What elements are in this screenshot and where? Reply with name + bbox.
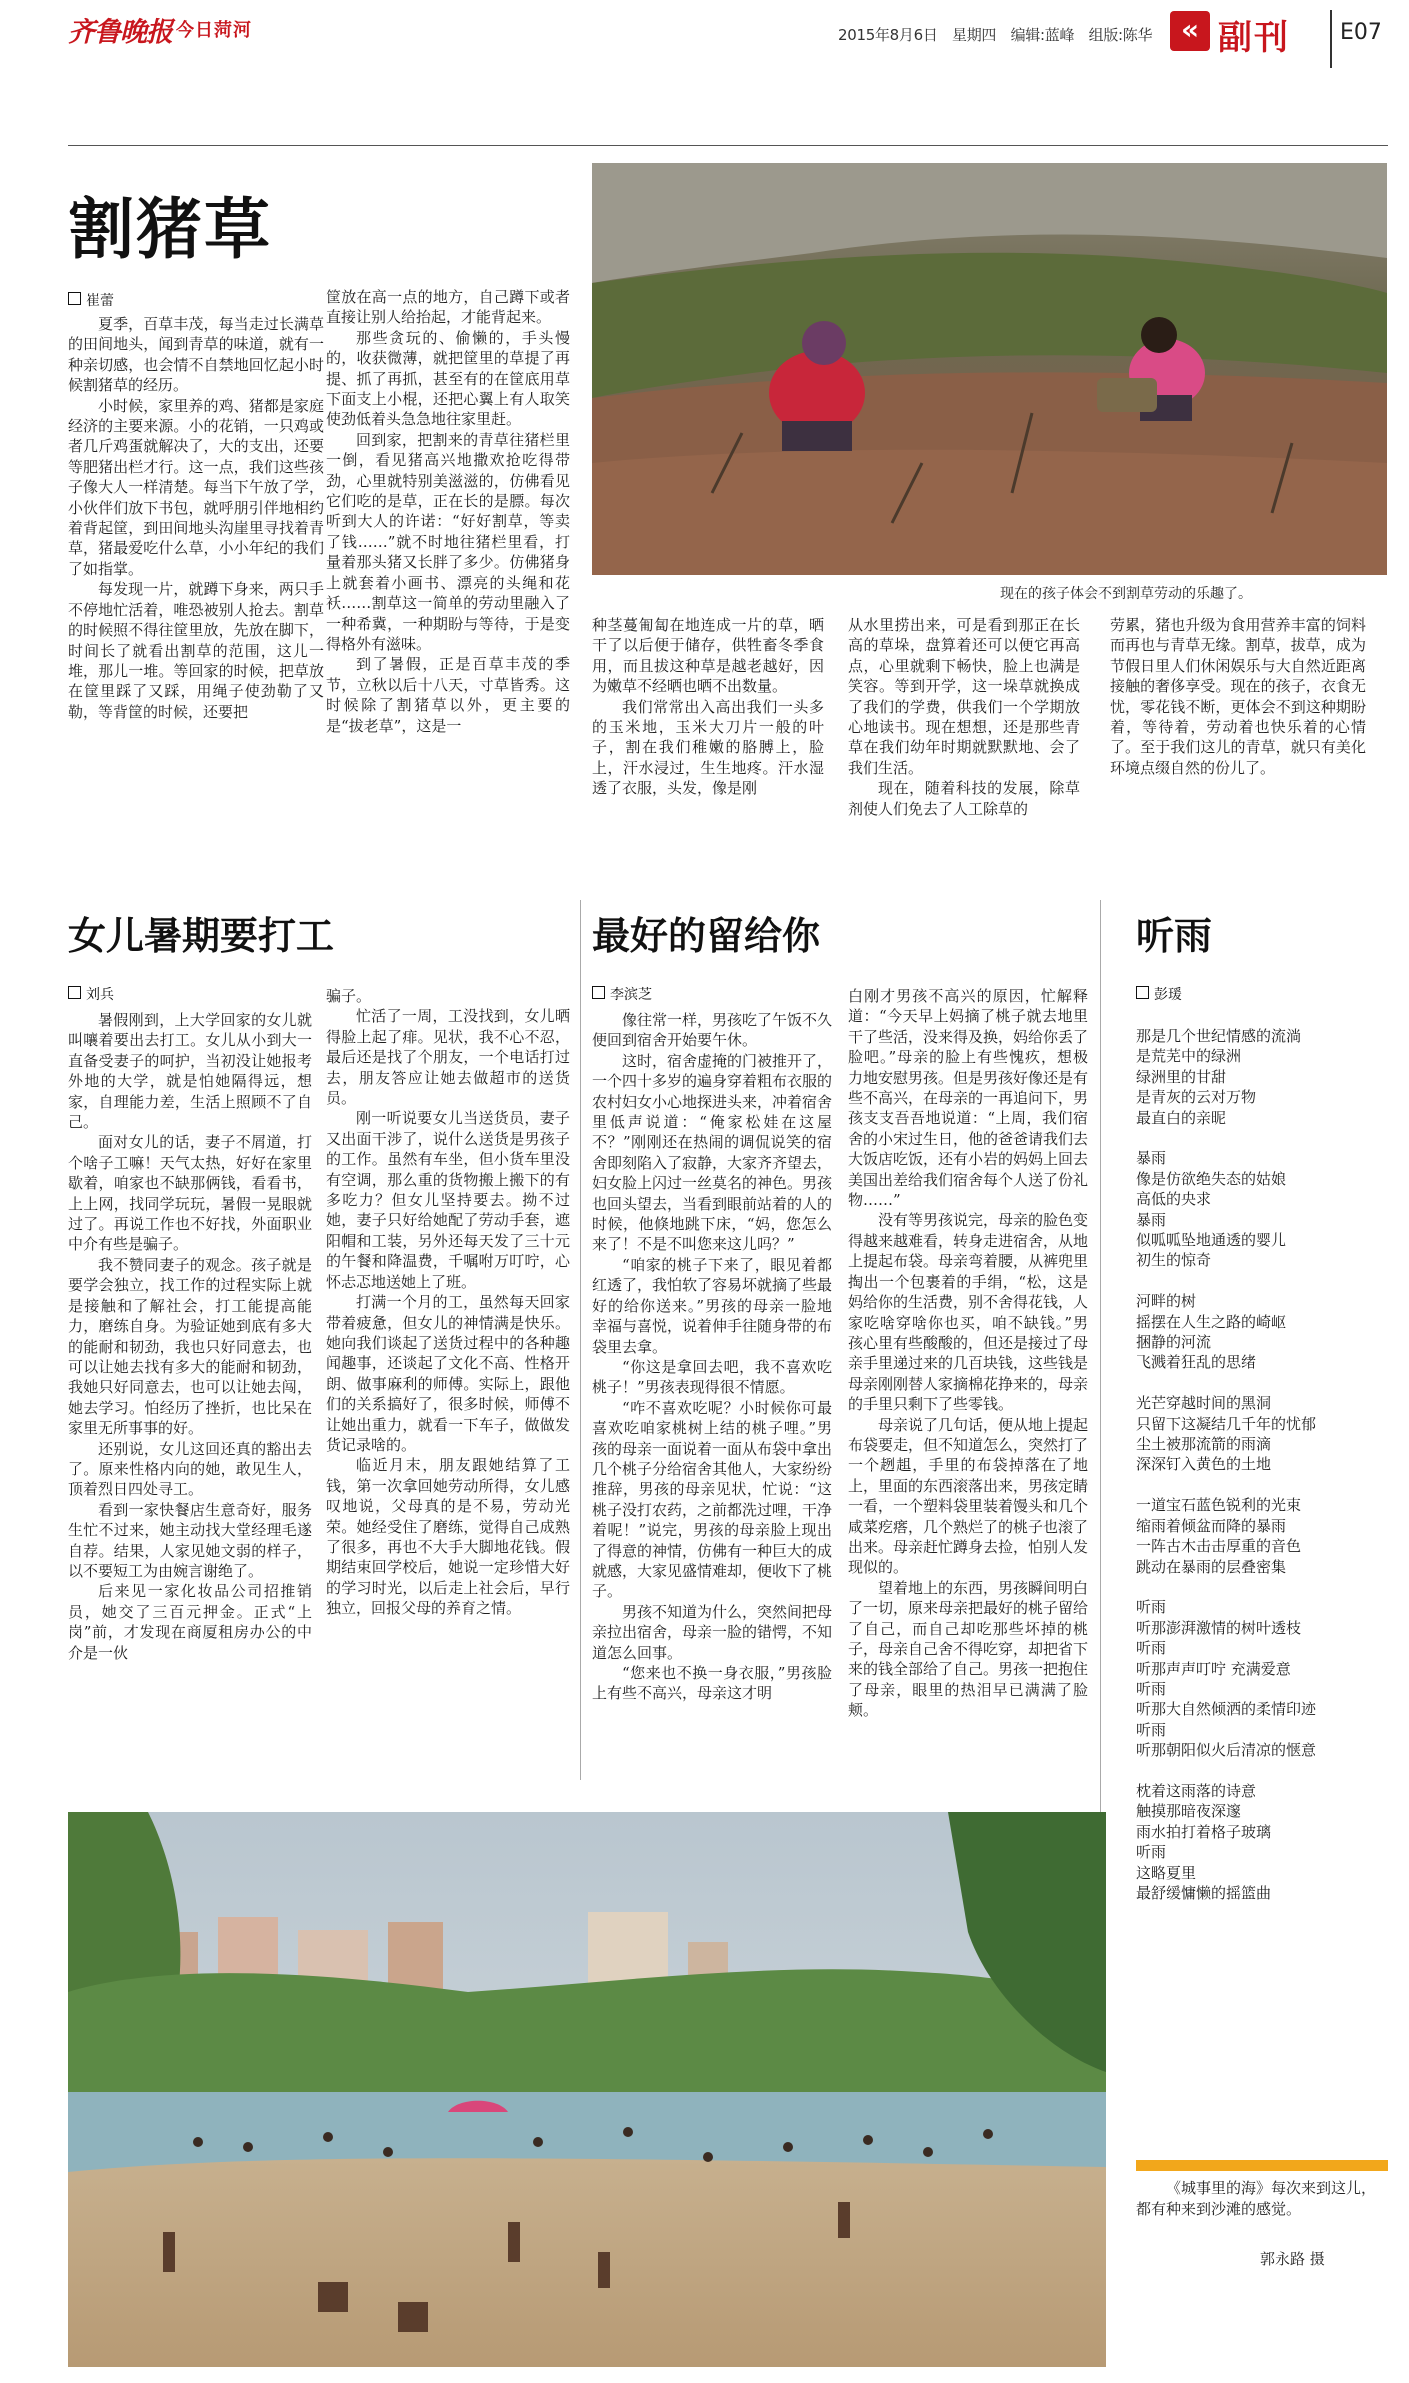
- poem-line: 暴雨: [1136, 1149, 1167, 1168]
- double-chevron-left-icon: «: [1170, 11, 1210, 51]
- paragraph: 现在，随着科技的发展，除草剂使人们免去了人工除草的: [848, 779, 1080, 818]
- paragraph: 像往常一样，男孩吃了午饭不久便回到宿舍开始要午休。: [592, 1011, 832, 1050]
- poem-line: 一阵古木击击厚重的音色: [1136, 1537, 1302, 1556]
- poem-line: 尘土被那流箭的雨滴: [1136, 1435, 1272, 1454]
- poem-line: [1136, 1577, 1386, 1597]
- layout-credit: 组版:陈华: [1088, 26, 1153, 44]
- paragraph: 回到家，把割来的青草往猪栏里一倒，看见猪高兴地撒欢抢吃得带劲，心里就特别美滋滋的，仿佛看见它们吃的是草，正在长的是膘。每次听到大人的许诺：“好好割草，等卖了钱……”就不时地往猪栏里看，打量着那头猪又长胖了多少。仿佛猪身上就套着小画书、漂亮的头绳和花袄……割草这一简单的劳动里融入了一种希冀，一种期盼与等待，于是变得格外有滋味。: [326, 430, 570, 653]
- issue-date: 2015年8月6日: [838, 26, 938, 44]
- article-title-summer-job: 女儿暑期要打工: [68, 914, 335, 958]
- poem-line: [1136, 1761, 1386, 1781]
- paragraph: 从水里捞出来，可是看到那正在长高的草垛，盘算着还可以便它再高点，心里就剩下畅快，脸上也满是笑容。等到开学，这一垛草就换成了我们的学费，供我们一个学期放心地读书。现在想想，还是那些青草在我们幼年时期就默默地、会了我们生活。: [848, 616, 1080, 777]
- article-byline: 彭瑗: [1136, 984, 1182, 1004]
- article-column: [848, 986, 1088, 1782]
- article-column: [1110, 615, 1366, 835]
- section-name: 今日菏河: [176, 20, 252, 41]
- poem-line: 缩雨着倾盆而降的暴雨: [1136, 1516, 1287, 1535]
- poem-line: 雨水拍打着格子玻璃: [1136, 1822, 1272, 1841]
- photo-caption: [1136, 2178, 1388, 2220]
- poem-line: 只留下这凝结几千年的忧郁: [1136, 1414, 1317, 1433]
- poem-line: 听雨: [1136, 1720, 1167, 1739]
- poem-line: [1136, 1903, 1386, 1923]
- article-column: [68, 1010, 312, 1782]
- poem-line: 摇摆在人生之路的崎岖: [1136, 1312, 1287, 1331]
- column-divider: [580, 900, 581, 1780]
- poem-line: 听雨: [1136, 1679, 1167, 1698]
- poem-line: 绿洲里的甘甜: [1136, 1067, 1227, 1086]
- poem-line: 枕着这雨落的诗意: [1136, 1781, 1257, 1800]
- page-header: [68, 10, 1388, 58]
- newspaper-logo: 齐鲁晚报: [68, 17, 172, 48]
- paragraph: 这时，宿舍虚掩的门被推开了，一个四十多岁的遍身穿着粗布衣服的农村妇女小心地探进头来，冲着宿舍里低声说道：“俺家松娃在这屋不？”刚刚还在热闹的调侃说笑的宿舍即刻陷入了寂静，大家齐齐望去，妇女脸上闪过一丝莫名的神色。男孩也回头望去，当看到眼前站着的人的时候，他倏地跳下床，“妈，您怎么来了！不是不叫您来这儿吗？”: [592, 1051, 832, 1254]
- paragraph: 忙活了一周，工没找到，女儿晒得脸上起了痱。见状，我不心不忍，最后还是找了个朋友，一个电话打过去，朋友答应让她去做超市的送货员。: [326, 1007, 570, 1108]
- poem-line: 最舒缓慵懒的摇篮曲: [1136, 1883, 1272, 1902]
- photo-children-cutting-grass: [592, 163, 1387, 575]
- paragraph: 没有等男孩说完，母亲的脸色变得越来越难看，转身走进宿舍，从地上提起布袋。母亲弯着腰，从裤兜里掏出一个包裹着的手绢，“松，这是妈给你的生活费，别不舍得花钱，人家吃啥穿啥你也买，咱不缺钱。”男孩心里有些酸酸的，但还是接过了母亲手里递过来的几百块钱，这些钱是母亲刚刚替人家摘棉花挣来的，母亲的手里只剩下了些零钱。: [848, 1211, 1088, 1414]
- poem-line: 是荒芜中的绿洲: [1136, 1047, 1242, 1066]
- paragraph: 还别说，女儿这回还真的豁出去了。原来性格内向的她，敢见生人，顶着烈日四处寻工。: [68, 1439, 312, 1499]
- poem-line: 听雨: [1136, 1598, 1167, 1617]
- photo-caption: 现在的孩子体会不到割草劳动的乐趣了。: [1000, 586, 1252, 602]
- paragraph: 筐放在高一点的地方，自己蹲下或者直接让别人给抬起，才能背起来。: [326, 288, 570, 327]
- poem-body: [1136, 1026, 1386, 1924]
- section-badge-label: 副刊: [1218, 18, 1290, 58]
- photo-city-beach: [68, 1812, 1106, 2367]
- poem-line: 跳动在暴雨的层叠密集: [1136, 1557, 1287, 1576]
- poem-line: 高低的央求: [1136, 1190, 1212, 1209]
- article-title-best-for-you: 最好的留给你: [592, 914, 821, 958]
- poem-line: [1136, 1475, 1386, 1495]
- paragraph: 看到一家快餐店生意奇好，服务生忙不过来，她主动找大堂经理毛遂自荐。结果，人家见她文弱的样子，以不要短工为由婉言谢绝了。: [68, 1500, 312, 1580]
- paragraph: “咱家的桃子下来了，眼见着都红透了，我怕软了容易坏就摘了些最好的给你送来。”男孩的母亲一脸地幸福与喜悦，说着伸手往随身带的布袋里去拿。: [592, 1255, 832, 1356]
- paragraph: 我们常常出入高出我们一头多的玉米地，玉米大刀片一般的叶子，割在我们稚嫩的胳膊上，脸上，汗水浸过，生生地疼。汗水湿透了衣服，头发，像是刚: [592, 697, 824, 798]
- article-column: [68, 314, 324, 834]
- article-title-pig-grass: 割猪草: [68, 191, 272, 268]
- poem-line: 听那大自然倾洒的柔情印迹: [1136, 1700, 1317, 1719]
- poem-line: 是青灰的云对万物: [1136, 1088, 1257, 1107]
- poem-line: 听那澎湃激情的树叶透枝: [1136, 1618, 1302, 1637]
- poem-line: 暴雨: [1136, 1210, 1167, 1229]
- paragraph: 那些贪玩的、偷懒的，手头慢的，收获微薄，就把筐里的草提了再提、抓了再抓，甚至有的在筐底用草下面支上小棍，还把心翼上有人取笑使劲低着头急急地往家里赶。: [326, 328, 570, 429]
- paragraph: 骗子。: [326, 987, 372, 1005]
- poem-line: 深深钉入黄色的土地: [1136, 1455, 1272, 1474]
- article-byline: 李滨芝: [592, 984, 652, 1004]
- article-column: [326, 287, 570, 834]
- paragraph: 临近月末，朋友跟她结算了工钱，第一次拿回她劳动所得，女儿感叹地说，父母真的是不易，劳动光荣。她经受住了磨练，觉得自己成熟了很多，再也不大手大脚地花钱。假期结束回学校后，她说一定珍惜大好的学习时光，以后走上社会后，早行独立，回报父母的养育之情。: [326, 1456, 570, 1618]
- poem-line: 初生的惊奇: [1136, 1251, 1212, 1270]
- poem-line: 听雨: [1136, 1639, 1167, 1658]
- poem-line: 这略夏里: [1136, 1863, 1197, 1882]
- article-byline: 崔蕾: [68, 290, 114, 310]
- paragraph: 后来见一家化妆品公司招推销员，她交了三百元押金。正式“上岗”前，才发现在商厦租房办公的中介是一伙: [68, 1582, 312, 1662]
- poem-line: 飞溅着狂乱的思绪: [1136, 1353, 1257, 1372]
- paragraph: 小时候，家里养的鸡、猪都是家庭经济的主要来源。小的花销，一只鸡或者几斤鸡蛋就解决了，大的支出，还要等肥猪出栏才行。这一点，我们这些孩子像大人一样清楚。每当下午放了学，小伙伴们放下书包，就呼朋引伴地相约着背起筐，到田间地头沟崖里寻找着青草，猪最爱吃什么草，小小年纪的我们了如指掌。: [68, 396, 324, 578]
- article-column: [326, 986, 570, 1782]
- poem-line: 捆静的河流: [1136, 1333, 1212, 1352]
- paragraph: 打满一个月的工，虽然每天回家带着疲惫，但女儿的神情满是快乐。她向我们谈起了送货过程中的各种趣闻趣事，还谈起了文化不高、性格开朗、做事麻利的师傅。实际上，跟他们的关系搞好了，很多时候，师傅不让她出重力，就看一下车子，做做发货记录啥的。: [326, 1293, 570, 1454]
- caption-accent-bar: [1136, 2160, 1388, 2171]
- header-rule: [68, 145, 1388, 146]
- paragraph: 每发现一片，就蹲下身来，两只手不停地忙活着，唯恐被别人抢去。割草的时候照不得往筐里放，先放在脚下，时间长了就看出割草的范围，这儿一堆，那儿一堆。等回家的时候，把草放在筐里踩了又踩，用绳子使劲勒了又勒，等背筐的时候，还要把: [68, 580, 324, 721]
- poem-line: [1136, 1271, 1386, 1291]
- article-column: [592, 615, 824, 835]
- photo-credit: 郭永路 摄: [1260, 2250, 1325, 2268]
- paragraph: 夏季，百草丰茂，每当走过长满草的田间地头，闻到青草的味道，就有一种亲切感，也会情不自禁地回忆起小时候割猪草的经历。: [68, 315, 324, 395]
- paragraph: 暑假刚到，上大学回家的女儿就叫嚷着要出去打工。女儿从小到大一直备受妻子的呵护，当初没让她报考外地的大学，就是怕她隔得远，想家，自理能力差，生活上照顾不了自己。: [68, 1011, 312, 1132]
- page-number: E07: [1340, 20, 1382, 45]
- poem-line: [1136, 1373, 1386, 1393]
- poem-line: 光芒穿越时间的黑洞: [1136, 1394, 1272, 1413]
- paragraph: 到了暑假，正是百草丰茂的季节，立秋以后十八天，寸草皆秀。这时候除了割猪草以外，更主要的是“拔老草”，这是一: [326, 655, 570, 735]
- poem-line: 一道宝石蓝色锐利的光束: [1136, 1496, 1302, 1515]
- paragraph: 劳累，猪也升级为食用营养丰富的饲料而再也与青草无缘。割草，拔草，成为节假日里人们休闲娱乐与大自然近距离接触的奢侈享受。现在的孩子，衣食无忧，零花钱不断，更体会不到这种期盼着，等待着，劳动着也快乐着的心情了。至于我们这儿的青草，就只有美化环境点缀自然的份儿了。: [1110, 616, 1366, 777]
- header-divider: [1330, 10, 1332, 68]
- issue-weekday: 星期四: [952, 26, 997, 44]
- paragraph: 母亲说了几句话，便从地上提起布袋要走，但不知道怎么，突然打了一个趔趄，手里的布袋掉落在了地上，里面的东西滚落出来，男孩定睛一看，一个塑料袋里装着馒头和几个咸菜疙瘩，几个熟烂了的桃子也滚了出来。母亲赶忙蹲身去捡，怕别人发现似的。: [848, 1415, 1088, 1577]
- paragraph: “咋不喜欢吃呢？小时候你可最喜欢吃咱家桃树上结的桃子哩。”男孩的母亲一面说着一面从布袋中拿出几个桃子分给宿舍其他人，大家纷纷推辞，男孩的母亲见状，忙说：“这桃子没打农药，之前都洗过哩，干净着呢！”说完，男孩的母亲脸上现出了得意的神情，仿佛有一种巨大的成就感，大家见盛情难却，便收下了桃子。: [592, 1398, 832, 1601]
- article-title-listening-rain: 听雨: [1136, 914, 1213, 958]
- caption-text: 《城事里的海》每次来到这儿，都有种来到沙滩的感觉。: [1136, 2179, 1377, 2218]
- paragraph: “您来也不换一身衣服，”男孩脸上有些不高兴，母亲这才明: [592, 1664, 832, 1703]
- section-badge: [1170, 10, 1305, 58]
- poem-line: 听雨: [1136, 1843, 1167, 1862]
- poem-line: 那是几个世纪情感的流淌: [1136, 1027, 1302, 1045]
- poem-line: 像是仿欲绝失态的姑娘: [1136, 1169, 1287, 1188]
- poem-line: 河畔的树: [1136, 1292, 1197, 1311]
- paragraph: 种茎蔓匍匐在地连成一片的草，晒干了以后便于储存，供牲畜冬季食用，而且拔这种草是越老越好，因为嫩草不经晒也晒不出数量。: [592, 616, 824, 696]
- paragraph: 男孩不知道为什么，突然间把母亲拉出宿舍，母亲一脸的错愕，不知道怎么回事。: [592, 1602, 832, 1662]
- poem-line: 触摸那暗夜深邃: [1136, 1802, 1242, 1821]
- poem-line: 似呱呱坠地通透的婴儿: [1136, 1231, 1287, 1250]
- issue-info: [838, 24, 1162, 45]
- paragraph: 面对女儿的话，妻子不屑道，打个啥子工嘛！天气太热，好好在家里歇着，咱家也不缺那俩钱，看看书，上上网，找同学玩玩，暑假一晃眼就过了。再说工作也不好找，外面职业中介有些是骗子。: [68, 1133, 312, 1254]
- paragraph: 刚一听说要女儿当送货员，妻子又出面干涉了，说什么送货是男孩子的工作。虽然有车坐，但小货车里没有空调，那么重的货物搬上搬下的有多吃力？但女儿坚持要去。拗不过她，妻子只好给她配了劳动手套，遮阳帽和工装，另外还每天发了三十元的午餐和降温费，千嘱咐万叮咛，心怀忐忑地送她上了班。: [326, 1109, 570, 1291]
- paragraph: 我不赞同妻子的观念。孩子就是要学会独立，找工作的过程实际上就是接触和了解社会，打工能提高能力，磨练自身。为验证她到底有多大的能耐和韧劲，我也只好同意去，也可以让她去找有多大的能耐和韧劲，我她只好同意去，也可以让她去闯，她去学习。怕经历了挫折，也比呆在家里无所事事的好。: [68, 1255, 312, 1438]
- editor-credit: 编辑:蓝峰: [1010, 26, 1075, 44]
- poem-line: 最直白的亲昵: [1136, 1108, 1227, 1127]
- poem-line: [1136, 1128, 1386, 1148]
- poem-line: 听那声声叮咛 充满爱意: [1136, 1659, 1291, 1678]
- article-column: [848, 615, 1080, 835]
- paragraph: 白刚才男孩不高兴的原因，忙解释道：“今天早上妈摘了桃子就去地里干了些活，没来得及换，妈给你丢了脸吧。”母亲的脸上有些愧疚，想极力地安慰男孩。但是男孩好像还是有些不高兴，在母亲的一再追问下，男孩支支吾吾地说道：“上周，我们宿舍的小宋过生日，他的爸爸请我们去大饭店吃饭，还有小岩的妈妈上回去美国出差给我们宿舍每个人送了份礼物……”: [848, 987, 1088, 1210]
- poem-line: 听那朝阳似火后清凉的惬意: [1136, 1741, 1317, 1760]
- article-byline: 刘兵: [68, 984, 114, 1004]
- paragraph: “你这是拿回去吧，我不喜欢吃桃子！”男孩表现得很不情愿。: [592, 1357, 832, 1397]
- paragraph: 望着地上的东西，男孩瞬间明白了一切，原来母亲把最好的桃子留给了自己，而自己却吃那些坏掉的桃子，母亲自己舍不得吃穿，却把省下来的钱全部给了自己。男孩一把抱住了母亲，眼里的热泪早已满满了脸颊。: [848, 1578, 1088, 1720]
- article-column: [592, 1010, 832, 1782]
